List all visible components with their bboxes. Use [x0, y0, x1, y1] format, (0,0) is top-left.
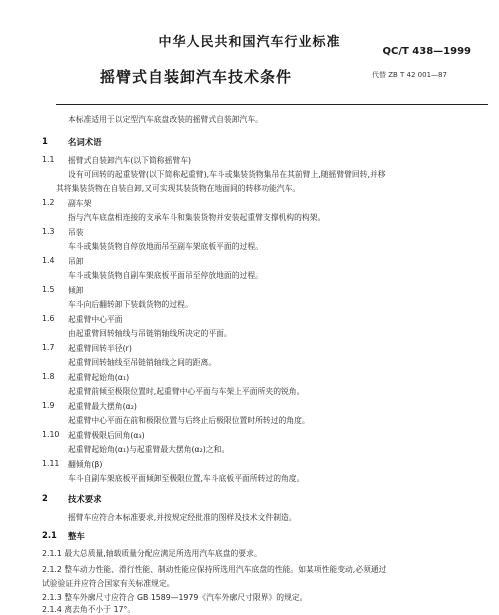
clause-title: 整车 [68, 531, 85, 541]
title-divider [56, 104, 488, 105]
clause-text: 起重臂前倾至极限位置时,起重臂中心平面与车架上平面所夹的锐角。 [68, 387, 305, 396]
clause-number: 1.6 [42, 314, 55, 323]
clause-title: 起重臂极限后回角(α₃) [68, 431, 145, 440]
clause-text: 2.1.1 最大总质量,轴载质量分配应满足所选用汽车底盘的要求。 [42, 549, 262, 558]
clause-text: 2.1.3 整车外廓尺寸应符合 GB 1589—1979《汽车外廓尺寸限界》的规定。 [42, 593, 308, 602]
clause-title: 吊卸 [68, 257, 84, 266]
clause-title: 起重臂起始角(α₁) [68, 373, 130, 382]
section-title: 名词术语 [68, 137, 102, 147]
section-number: 2 [42, 493, 48, 503]
standard-number: QC/T 438—1999 [382, 46, 471, 57]
clause-text: 车斗或集装货物自副车架底板平面吊至停放地面的过程。 [68, 271, 263, 280]
clause-number: 1.3 [42, 227, 55, 236]
clause-title: 摇臂式自装卸汽车(以下简称摇臂车) [68, 156, 192, 165]
replace-code: 代替 ZB T 42 001—87 [372, 71, 447, 79]
clause-number: 1.9 [42, 401, 55, 410]
clause-number: 2.1 [42, 530, 57, 540]
clause-title: 起重臂中心平面 [68, 315, 123, 324]
clause-text: 车斗自副车架底板平面倾卸至极限位置,车斗底板平面所转过的角度。 [68, 474, 305, 483]
clause-title: 副车架 [68, 199, 92, 208]
intro-text: 本标准适用于以定型汽车底盘改装的摇臂式自装卸汽车。 [68, 115, 263, 124]
clause-number: 1.8 [42, 372, 55, 381]
clause-text: 指与汽车底盘相连接的支承车斗和集装货物并安装起重臂支撑机构的构架。 [68, 213, 326, 222]
clause-text: 车斗向后翻转卸下装载货物的过程。 [68, 300, 193, 309]
clause-number: 1.10 [42, 430, 60, 439]
clause-number: 1.2 [42, 198, 55, 207]
clause-text: 起重臂中心平面在前和极限位置与后终止后极限位置时所转过的角度。 [68, 416, 310, 425]
section-title: 技术要求 [68, 494, 102, 504]
clause-number: 1.5 [42, 285, 55, 294]
standard-header: 中华人民共和国汽车行业标准 [158, 35, 341, 50]
document-title: 摇臂式自装卸汽车技术条件 [100, 68, 293, 86]
clause-number: 1.1 [42, 155, 55, 164]
clause-text: 设有可回转的起重装臂(以下简称起重臂),车斗或集装货物集吊在其前臂上,随摇臂臂回转,并移 [68, 170, 386, 179]
clause-text: 起重臂起始角(α₁)与起重臂最大摆角(α₂)之和。 [68, 445, 230, 454]
section-number: 1 [42, 136, 48, 146]
clause-title: 起重臂回转半径(r) [68, 344, 132, 353]
clause-text: 2.1.2 整车动力性能、滑行性能、制动性能应保持所选用汽车底盘的性能。如某项性能变动,必须通过 [42, 565, 387, 574]
clause-title: 吊装 [68, 228, 84, 237]
section-intro: 摇臂车应符合本标准要求,并按规定经批准的图样及技术文件制造。 [68, 513, 297, 522]
clause-number: 1.4 [42, 256, 55, 265]
clause-title: 倾卸 [68, 286, 84, 295]
clause-title: 翻倾角(β) [68, 460, 103, 469]
clause-text: 车斗或集装货物自停放地面吊至副车架底板平面的过程。 [68, 242, 263, 251]
clause-text: 其将集装货物在自装自卸,又可实现其装货物在地面间的转移功能汽车。 [56, 184, 301, 193]
clause-title: 起重臂最大摆角(α₂) [68, 402, 137, 411]
clause-text: 试验验证并应符合国家有关标准规定。 [42, 579, 175, 588]
clause-text: 由起重臂回转轴线与吊链销轴线所决定的平面。 [68, 329, 232, 338]
clause-number: 1.11 [42, 459, 60, 468]
clause-text: 起重臂回转轴线至吊链销轴线之间的距离。 [68, 358, 217, 367]
clause-number: 1.7 [42, 343, 55, 352]
clause-text: 2.1.4 离去角不小于 17°。 [42, 605, 136, 614]
